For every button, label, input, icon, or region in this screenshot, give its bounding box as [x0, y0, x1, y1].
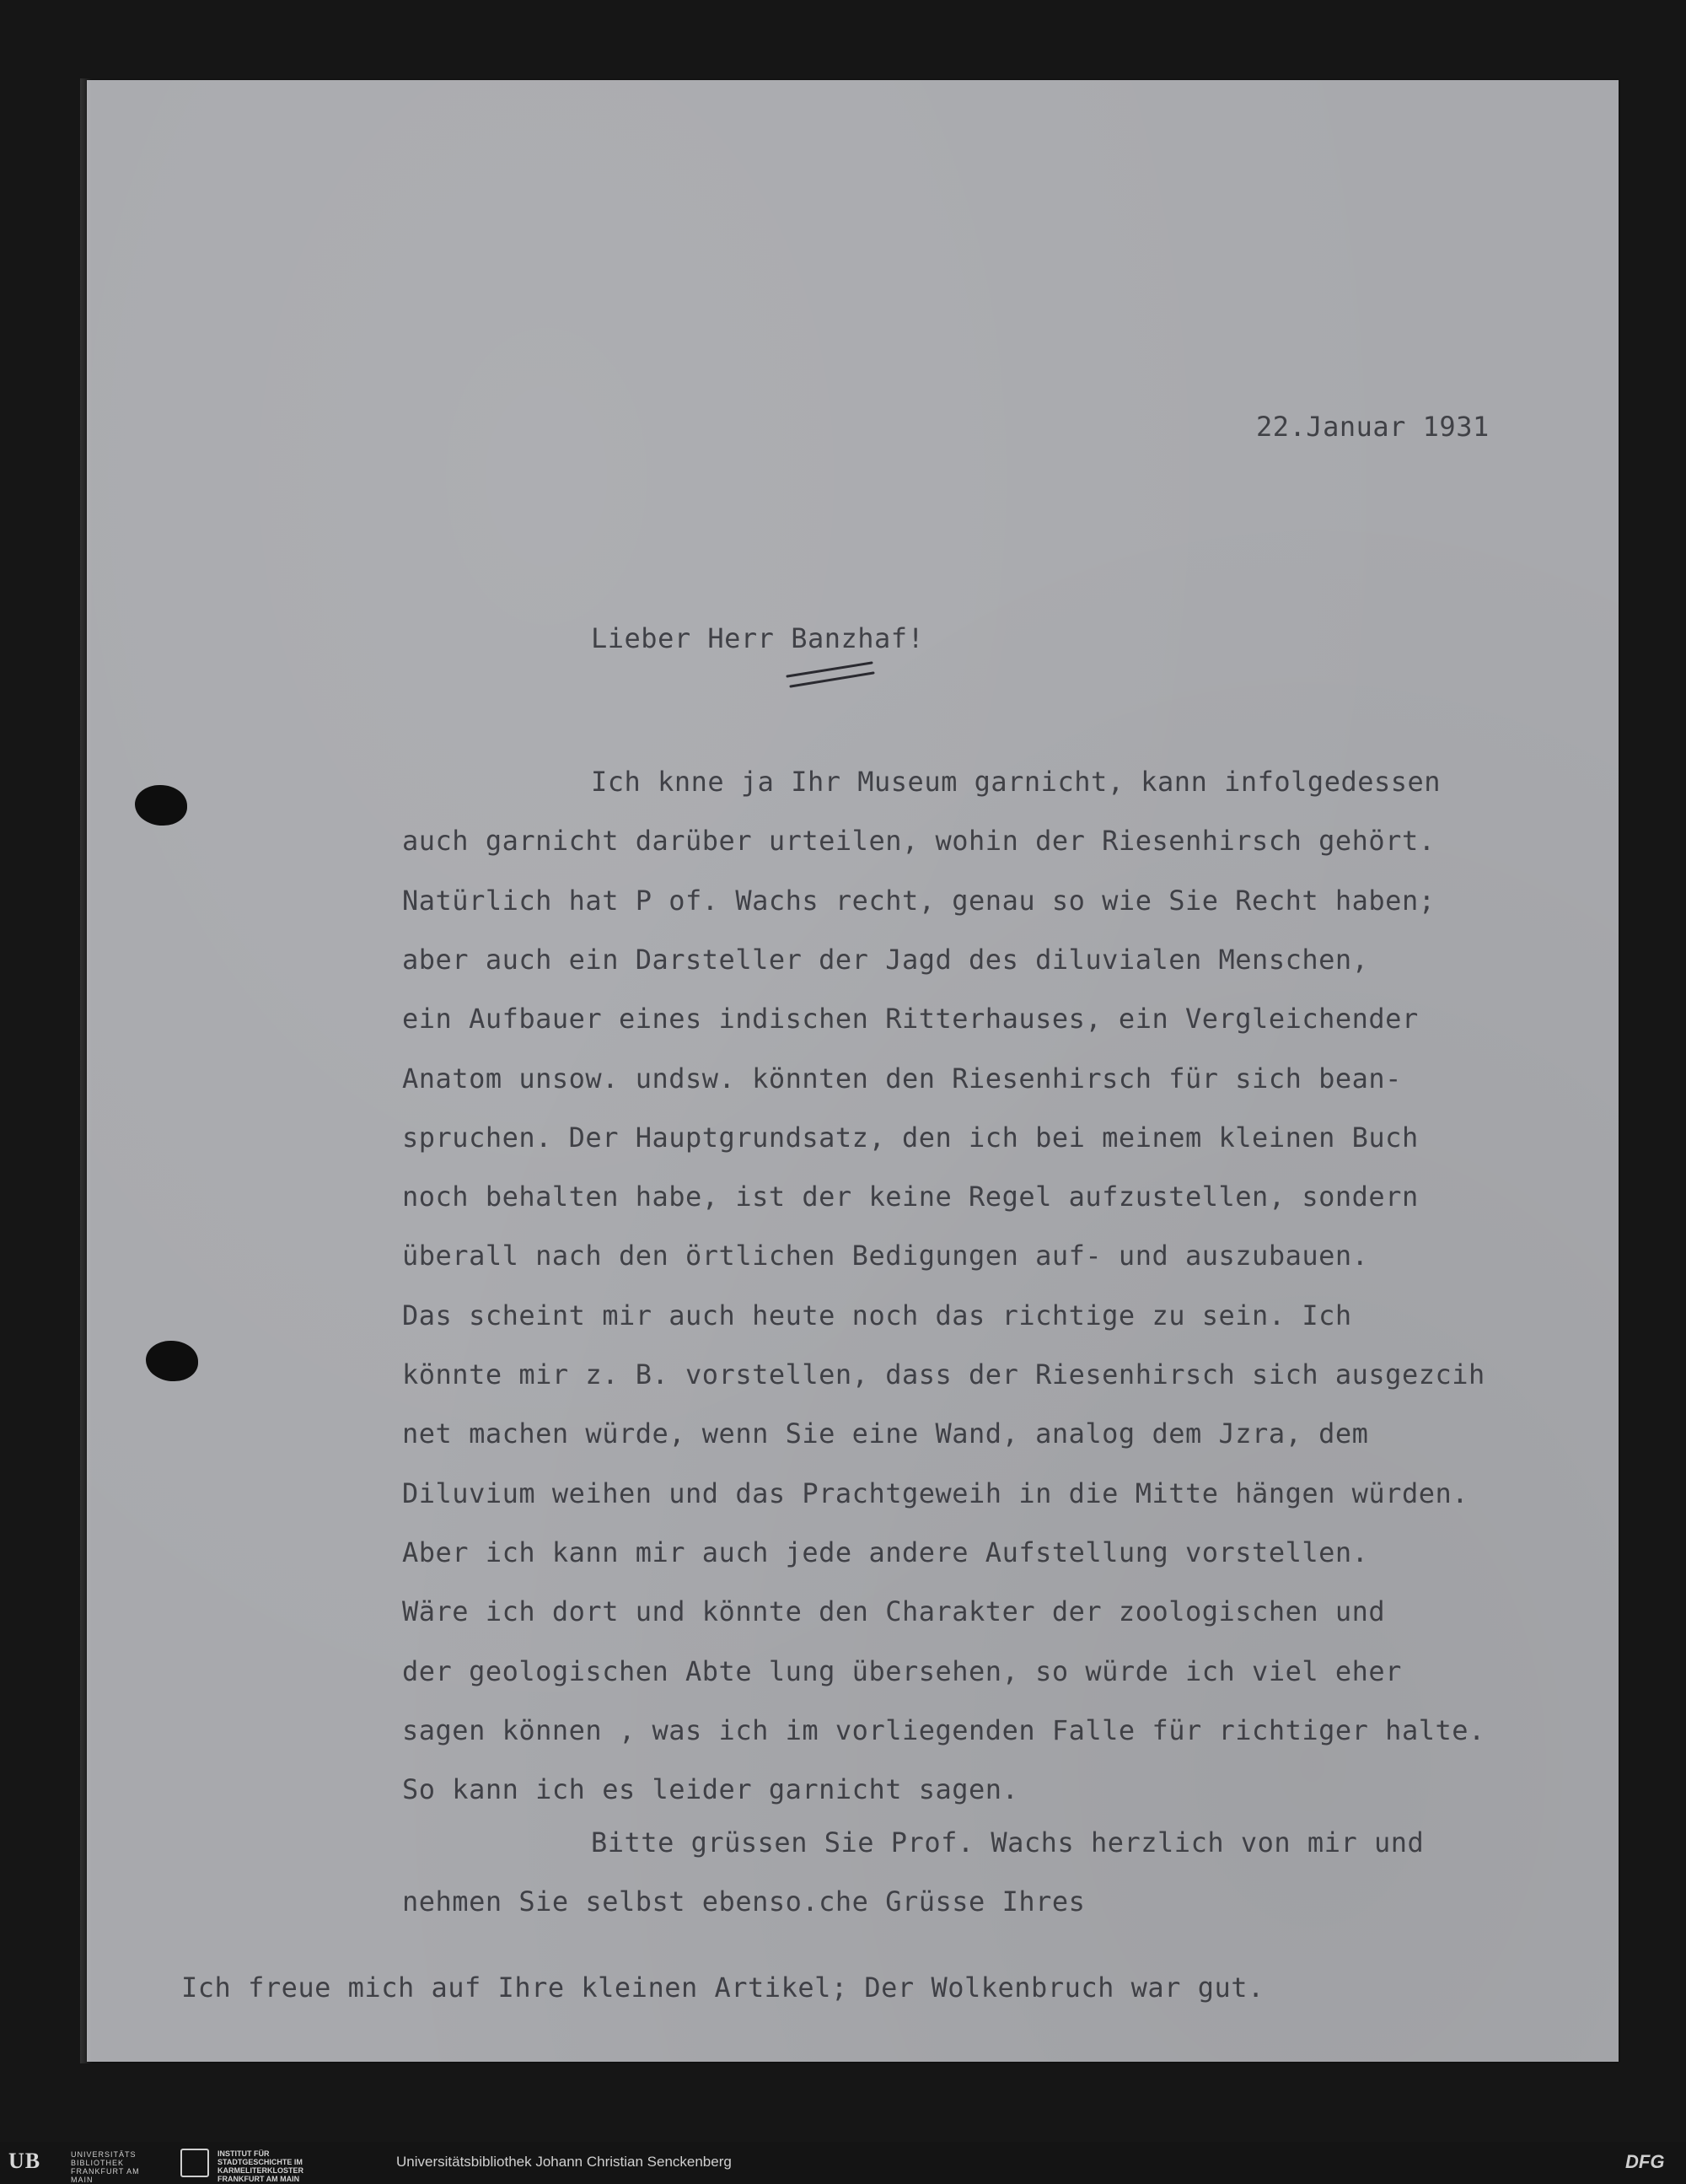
letter-body-line: Anatom unsow. undsw. könnten den Riesenhirsch für sich bean- [402, 1062, 1402, 1095]
letter-body-line: ein Aufbauer eines indischen Ritterhauses, ein Vergleichender [402, 1003, 1419, 1035]
letter-body-line: der geologischen Abte lung übersehen, so würde ich viel eher [402, 1655, 1402, 1687]
letter-body-line: Wäre ich dort und könnte den Charakter der zoologischen und [402, 1595, 1386, 1627]
letter-body-line: sagen können , was ich im vorliegenden Falle für richtiger halte. [402, 1714, 1485, 1746]
letter-body-line: überall nach den örtlichen Bedigungen auf- und auszubauen. [402, 1240, 1369, 1272]
letter-body-line: So kann ich es leider garnicht sagen. [402, 1773, 1019, 1805]
letter-closing-line: Bitte grüssen Sie Prof. Wachs herzlich von mir und [591, 1826, 1425, 1859]
letter-body-line: Das scheint mir auch heute noch das richtige zu sein. Ich [402, 1299, 1352, 1331]
letter-body-line: noch behalten habe, ist der keine Regel aufzustellen, sondern [402, 1181, 1419, 1213]
dfg-logo: DFG [1625, 2151, 1665, 2172]
ub-logo-text: UNIVERSITÄTS BIBLIOTHEK FRANKFURT AM MAIN [71, 2150, 140, 2184]
handwritten-underline-mark [784, 658, 877, 691]
letter-body-line: auch garnicht darüber urteilen, wohin der Riesenhirsch gehört. [402, 825, 1436, 857]
letter-salutation: Lieber Herr Banzhaf! [591, 622, 925, 654]
punch-hole-top [135, 785, 187, 826]
footer-caption: Universitätsbibliothek Johann Christian Senckenberg [396, 2154, 732, 2170]
institut-logo [180, 2147, 349, 2183]
ub-logo-letters: UB [8, 2149, 41, 2173]
letter-body-line: net machen würde, wenn Sie eine Wand, analog dem Jzra, dem [402, 1417, 1369, 1450]
letter-body-line: aber auch ein Darsteller der Jagd des diluvialen Menschen, [402, 944, 1369, 976]
ub-logo [8, 2149, 169, 2184]
letter-body-line: spruchen. Der Hauptgrundsatz, den ich bei meinem kleinen Buch [402, 1122, 1419, 1154]
letter-body-line: könnte mir z. B. vorstellen, dass der Riesenhirsch sich ausgezcih [402, 1358, 1485, 1391]
letter-body-line: Ich knne ja Ihr Museum garnicht, kann infolgedessen [591, 766, 1442, 798]
letter-body-line: Natürlich hat P of. Wachs recht, genau so wie Sie Recht haben; [402, 885, 1436, 917]
letter-postscript: Ich freue mich auf Ihre kleinen Artikel; Der Wolkenbruch war gut. [181, 1972, 1264, 2004]
letter-body-line: Diluvium weihen und das Prachtgeweih in die Mitte hängen würden. [402, 1477, 1469, 1509]
letter-closing-line: nehmen Sie selbst ebenso.che Grüsse Ihres [402, 1885, 1086, 1918]
letter-date: 22.Januar 1931 [1256, 411, 1490, 443]
institut-seal-icon [180, 2149, 209, 2177]
institut-logo-text: INSTITUT FÜR STADTGESCHICHTE IM KARMELITERKLOSTER FRANKFURT AM MAIN [217, 2149, 303, 2183]
letter-body-line: Aber ich kann mir auch jede andere Aufstellung vorstellen. [402, 1536, 1369, 1568]
punch-hole-bottom [146, 1341, 198, 1381]
